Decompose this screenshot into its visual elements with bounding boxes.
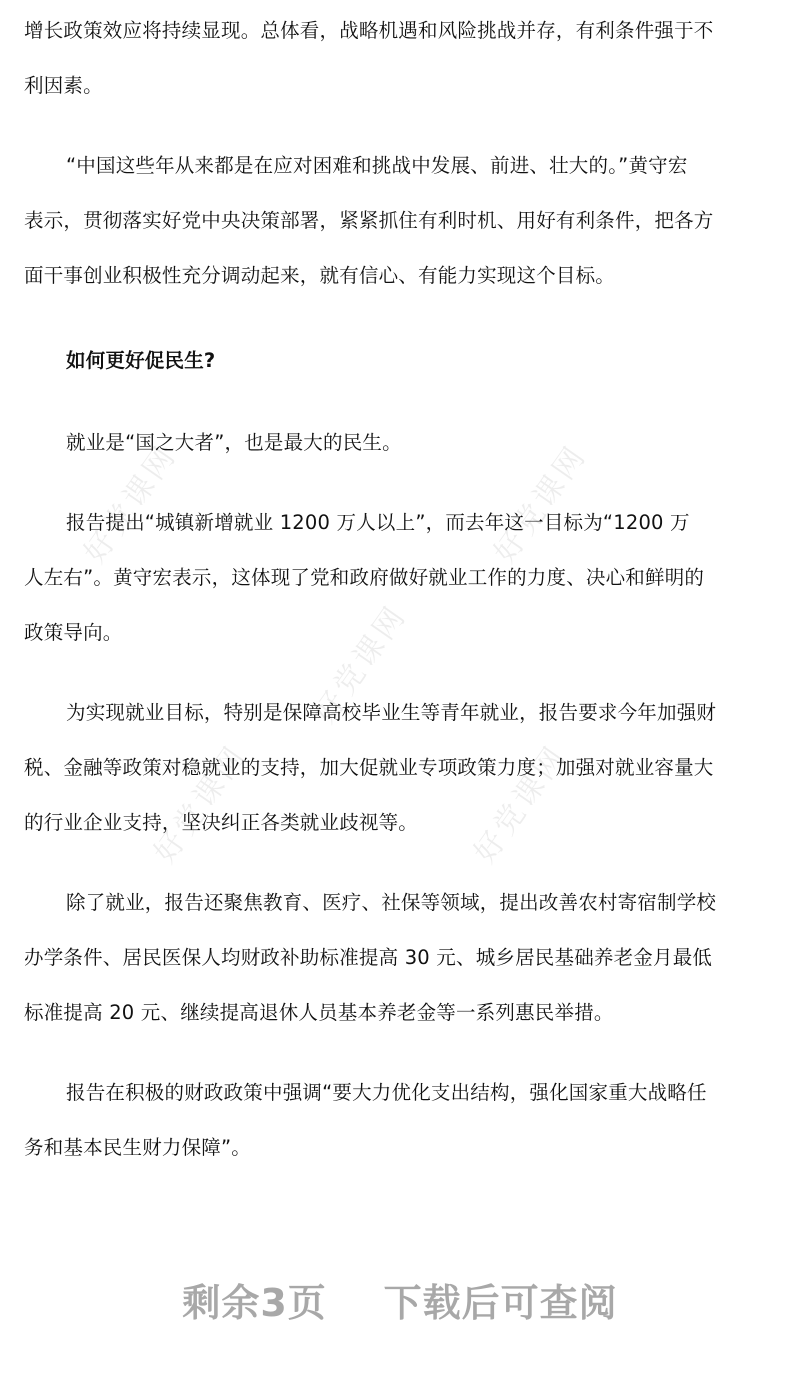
paragraph-line: 报告提出“城镇新增就业 1200 万人以上”，而去年这一目标为“1200 万 [66, 511, 690, 534]
paragraph-line: 增长政策效应将持续显现。总体看，战略机遇和风险挑战并存，有利条件强于不 [24, 19, 714, 42]
paragraph-line: 为实现就业目标，特别是保障高校毕业生等青年就业，报告要求今年加强财 [66, 701, 717, 724]
paragraph-line: 人左右”。黄守宏表示，这体现了党和政府做好就业工作的力度、决心和鲜明的 [24, 566, 705, 589]
paragraph-line: 办学条件、居民医保人均财政补助标准提高 30 元、城乡居民基础养老金月最低 [24, 946, 713, 969]
paragraph-line: 务和基本民生财力保障”。 [24, 1136, 252, 1159]
section-heading: 如何更好促民生? [66, 349, 216, 372]
watermark: 好党课网 [307, 598, 415, 730]
paragraph-line: 政策导向。 [24, 621, 123, 644]
paragraph-line: 报告在积极的财政政策中强调“要大力优化支出结构，强化国家重大战略任 [66, 1081, 707, 1104]
paragraph-line: 面干事创业积极性充分调动起来，就有信心、有能力实现这个目标。 [24, 264, 616, 287]
paragraph-line: 利因素。 [24, 74, 103, 97]
paragraph-line: 除了就业，报告还聚焦教育、医疗、社保等领域，提出改善农村寄宿制学校 [66, 891, 717, 914]
watermark: 好党课网 [467, 738, 575, 870]
watermark: 好党课网 [147, 738, 255, 870]
paragraph-line: 就业是“国之大者”，也是最大的民生。 [66, 431, 402, 454]
watermark: 好党课网 [487, 438, 595, 570]
remaining-pages-download-link[interactable]: 剩余3页 下载后可查阅 [182, 1281, 618, 1325]
paragraph-line: 的行业企业支持，坚决纠正各类就业歧视等。 [24, 811, 419, 834]
paragraph-line: 表示，贯彻落实好党中央决策部署，紧紧抓住有利时机、用好有利条件，把各方 [24, 209, 714, 232]
paragraph-line: 标准提高 20 元、继续提高退休人员基本养老金等一系列惠民举措。 [24, 1001, 614, 1024]
watermark: 好党课网 [77, 438, 185, 570]
paragraph-line: “中国这些年从来都是在应对困难和挑战中发展、前进、壮大的。”黄守宏 [66, 154, 688, 177]
paragraph-line: 税、金融等政策对稳就业的支持，加大促就业专项政策力度；加强对就业容量大 [24, 756, 714, 779]
